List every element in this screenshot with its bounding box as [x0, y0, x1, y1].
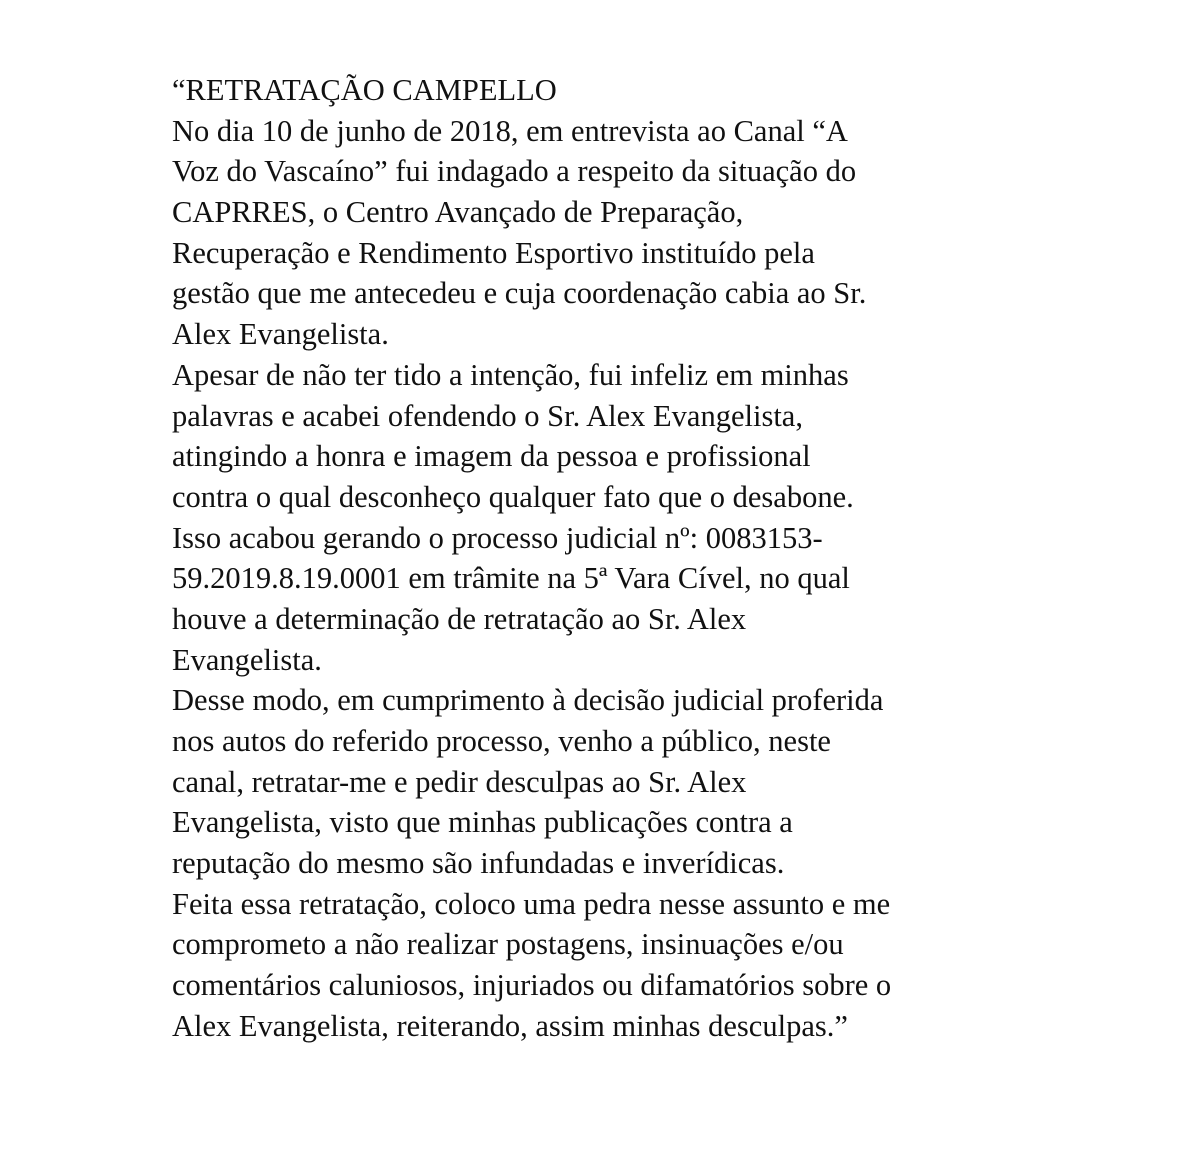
text-line: CAPRRES, o Centro Avançado de Preparação,	[172, 195, 744, 230]
text-line: Voz do Vascaíno” fui indagado a respeito da situação do	[172, 154, 857, 189]
text-line: Alex Evangelista.	[172, 317, 389, 352]
text-line: palavras e acabei ofendendo o Sr. Alex Evangelista,	[172, 398, 803, 433]
text-line: Desse modo, em cumprimento à decisão judicial proferida	[172, 683, 884, 718]
text-line: 59.2019.8.19.0001 em trâmite na 5ª Vara Cível, no qual	[172, 561, 850, 596]
text-line: reputação do mesmo são infundadas e inverídicas.	[172, 846, 785, 881]
text-line: nos autos do referido processo, venho a público, neste	[172, 724, 831, 758]
text-line: Evangelista, visto que minhas publicações contra a	[172, 805, 793, 840]
document-title: “RETRATAÇÃO CAMPELLO	[172, 73, 557, 107]
text-line: atingindo a honra e imagem da pessoa e profissional	[172, 439, 811, 474]
retraction-document	[172, 70, 1172, 1047]
text-line: Isso acabou gerando o processo judicial nº: 0083153-	[172, 520, 823, 555]
text-line: contra o qual desconheço qualquer fato que o desabone.	[172, 479, 854, 514]
text-line: Recuperação e Rendimento Esportivo instituído pela	[172, 235, 815, 270]
text-line: gestão que me antecedeu e cuja coordenação cabia ao Sr.	[172, 276, 867, 311]
text-line: Apesar de não ter tido a intenção, fui infeliz em minhas	[172, 357, 849, 392]
text-line: Evangelista.	[172, 642, 322, 677]
text-line: Alex Evangelista, reiterando, assim minhas desculpas.”	[172, 1008, 848, 1043]
text-line: No dia 10 de junho de 2018, em entrevista ao Canal “A	[172, 113, 848, 148]
text-line: Feita essa retratação, coloco uma pedra nesse assunto e me	[172, 886, 891, 921]
text-line: comprometo a não realizar postagens, insinuações e/ou	[172, 927, 844, 962]
text-line: comentários caluniosos, injuriados ou difamatórios sobre o	[172, 968, 892, 1003]
text-line: canal, retratar-me e pedir desculpas ao Sr. Alex	[172, 764, 747, 799]
text-line: houve a determinação de retratação ao Sr. Alex	[172, 601, 747, 636]
